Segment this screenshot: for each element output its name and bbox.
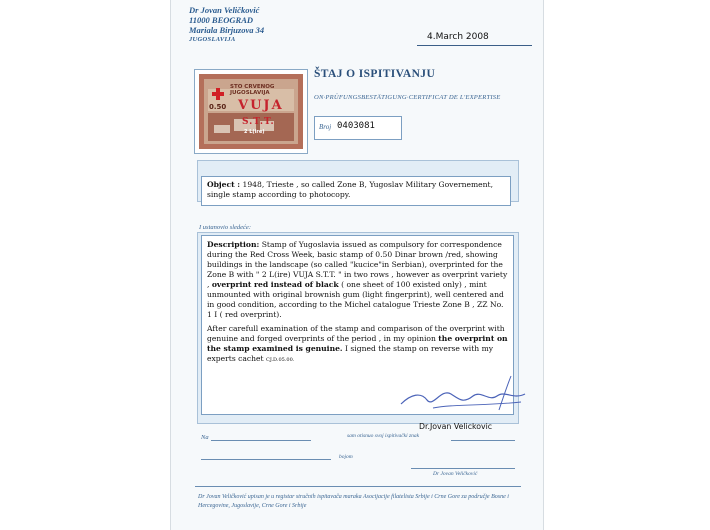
certificate [170, 0, 544, 530]
description-paragraph [207, 240, 508, 320]
issuer-city: 11000 BEOGRAD [189, 15, 253, 25]
description-text: Stamp of Yugoslavia issued as compulsory for correspondence during the Red Cross Week, basic stamp of 0.50 Dinar brown /red, showing buildings in the landscape (so called "kucice"in Serbian), overprinted for the Zone B with " 2 L(ire) VUJA S.T.T. " in two rows , however as overprint variety , [207, 240, 508, 289]
stamp-inner [204, 79, 298, 144]
certificate-subtitle: ON·PRÜFUNGSBESTÄTIGUNG·CERTIFICAT DE L'EXPERTISE [314, 94, 501, 101]
description-emphasis: overprint red instead of black [211, 280, 339, 289]
certificate-number-box [314, 116, 402, 140]
conclusion-emphasis: the overprint on the stamp examined is genuine. [207, 334, 508, 353]
findings-caption: I ustanovio sledeće: [199, 224, 251, 231]
date-underline [417, 45, 532, 46]
handwritten-signature [393, 374, 533, 414]
overprint-value: 2 L(ire) [244, 129, 265, 135]
cachet-mark: CJ.D.05.00. [266, 357, 295, 363]
certificate-number-label: Broj [319, 123, 332, 131]
issuer-name: Dr Jovan Veličković [189, 5, 260, 15]
stamp-photo [194, 69, 308, 154]
stamp-top-text [230, 84, 274, 96]
stamp-denomination: 0.50 [209, 103, 227, 111]
conclusion-text: I signed the stamp on reverse with my experts cachet [207, 344, 494, 363]
red-cross-icon [212, 92, 224, 96]
conclusion-text: After carefull examination of the stamp and comparison of the overprint with genuine and forged overprints of the period , in my opinion [207, 324, 505, 343]
form-line [411, 468, 515, 469]
form-line [201, 459, 331, 460]
form-na-label: Na [201, 434, 209, 441]
stamp-building [214, 125, 230, 133]
ink-caption: bojom [339, 454, 353, 460]
description-label: Description: [207, 240, 260, 249]
form-line [211, 440, 311, 441]
name-caption: Dr Jovan Veličković [433, 471, 478, 477]
form-line [451, 440, 515, 441]
stamp-image [199, 74, 303, 149]
certificate-title: ŠTAJ O ISPITIVANJU [314, 68, 436, 80]
issuer-country: JUGOSLAVIJA [189, 36, 236, 43]
overprint-vuja: VUJA [238, 98, 284, 113]
certificate-number: 0403081 [337, 121, 375, 131]
object-text: 1948, Trieste , so called Zone B, Yugoslav Military Governement, single stamp according to photocopy. [207, 180, 494, 199]
stamp-top-text-2: JUGOSLAVIJA [230, 90, 270, 96]
object-label: Object : [207, 180, 241, 189]
issuer-street: Mariala Birjuzova 34 [189, 25, 265, 35]
stamp-top-text-1: STO CRVENOG [230, 84, 275, 90]
overprint-stt: S.T.T. [242, 117, 275, 127]
description-text: ( one sheet of 100 existed only) , mint unmounted with original brownish gum (light fingerprint), well centered and in good condition, according to the Michel catalogue Trieste Zone B , ZZ No. 1 I ( red overprint). [207, 280, 504, 319]
footer-note: Dr Jovan Veličković upisan je u registar stručnih ispitavača maraka Asocijacije filatelista Srbije i Crne Gore za područje Bosne i Hercegovine, Jugoslavije, Crne Gore i Srbije [198, 494, 509, 509]
issuer-header [189, 5, 264, 45]
signer-name: Dr.Jovan Velickovic [419, 422, 493, 431]
signature-caption: sam otisnuo svoj ispitivački znak [347, 433, 420, 439]
conclusion-paragraph [207, 324, 508, 365]
object-box [201, 176, 511, 206]
footer-divider [195, 486, 521, 487]
certificate-date: 4.March 2008 [427, 32, 489, 42]
